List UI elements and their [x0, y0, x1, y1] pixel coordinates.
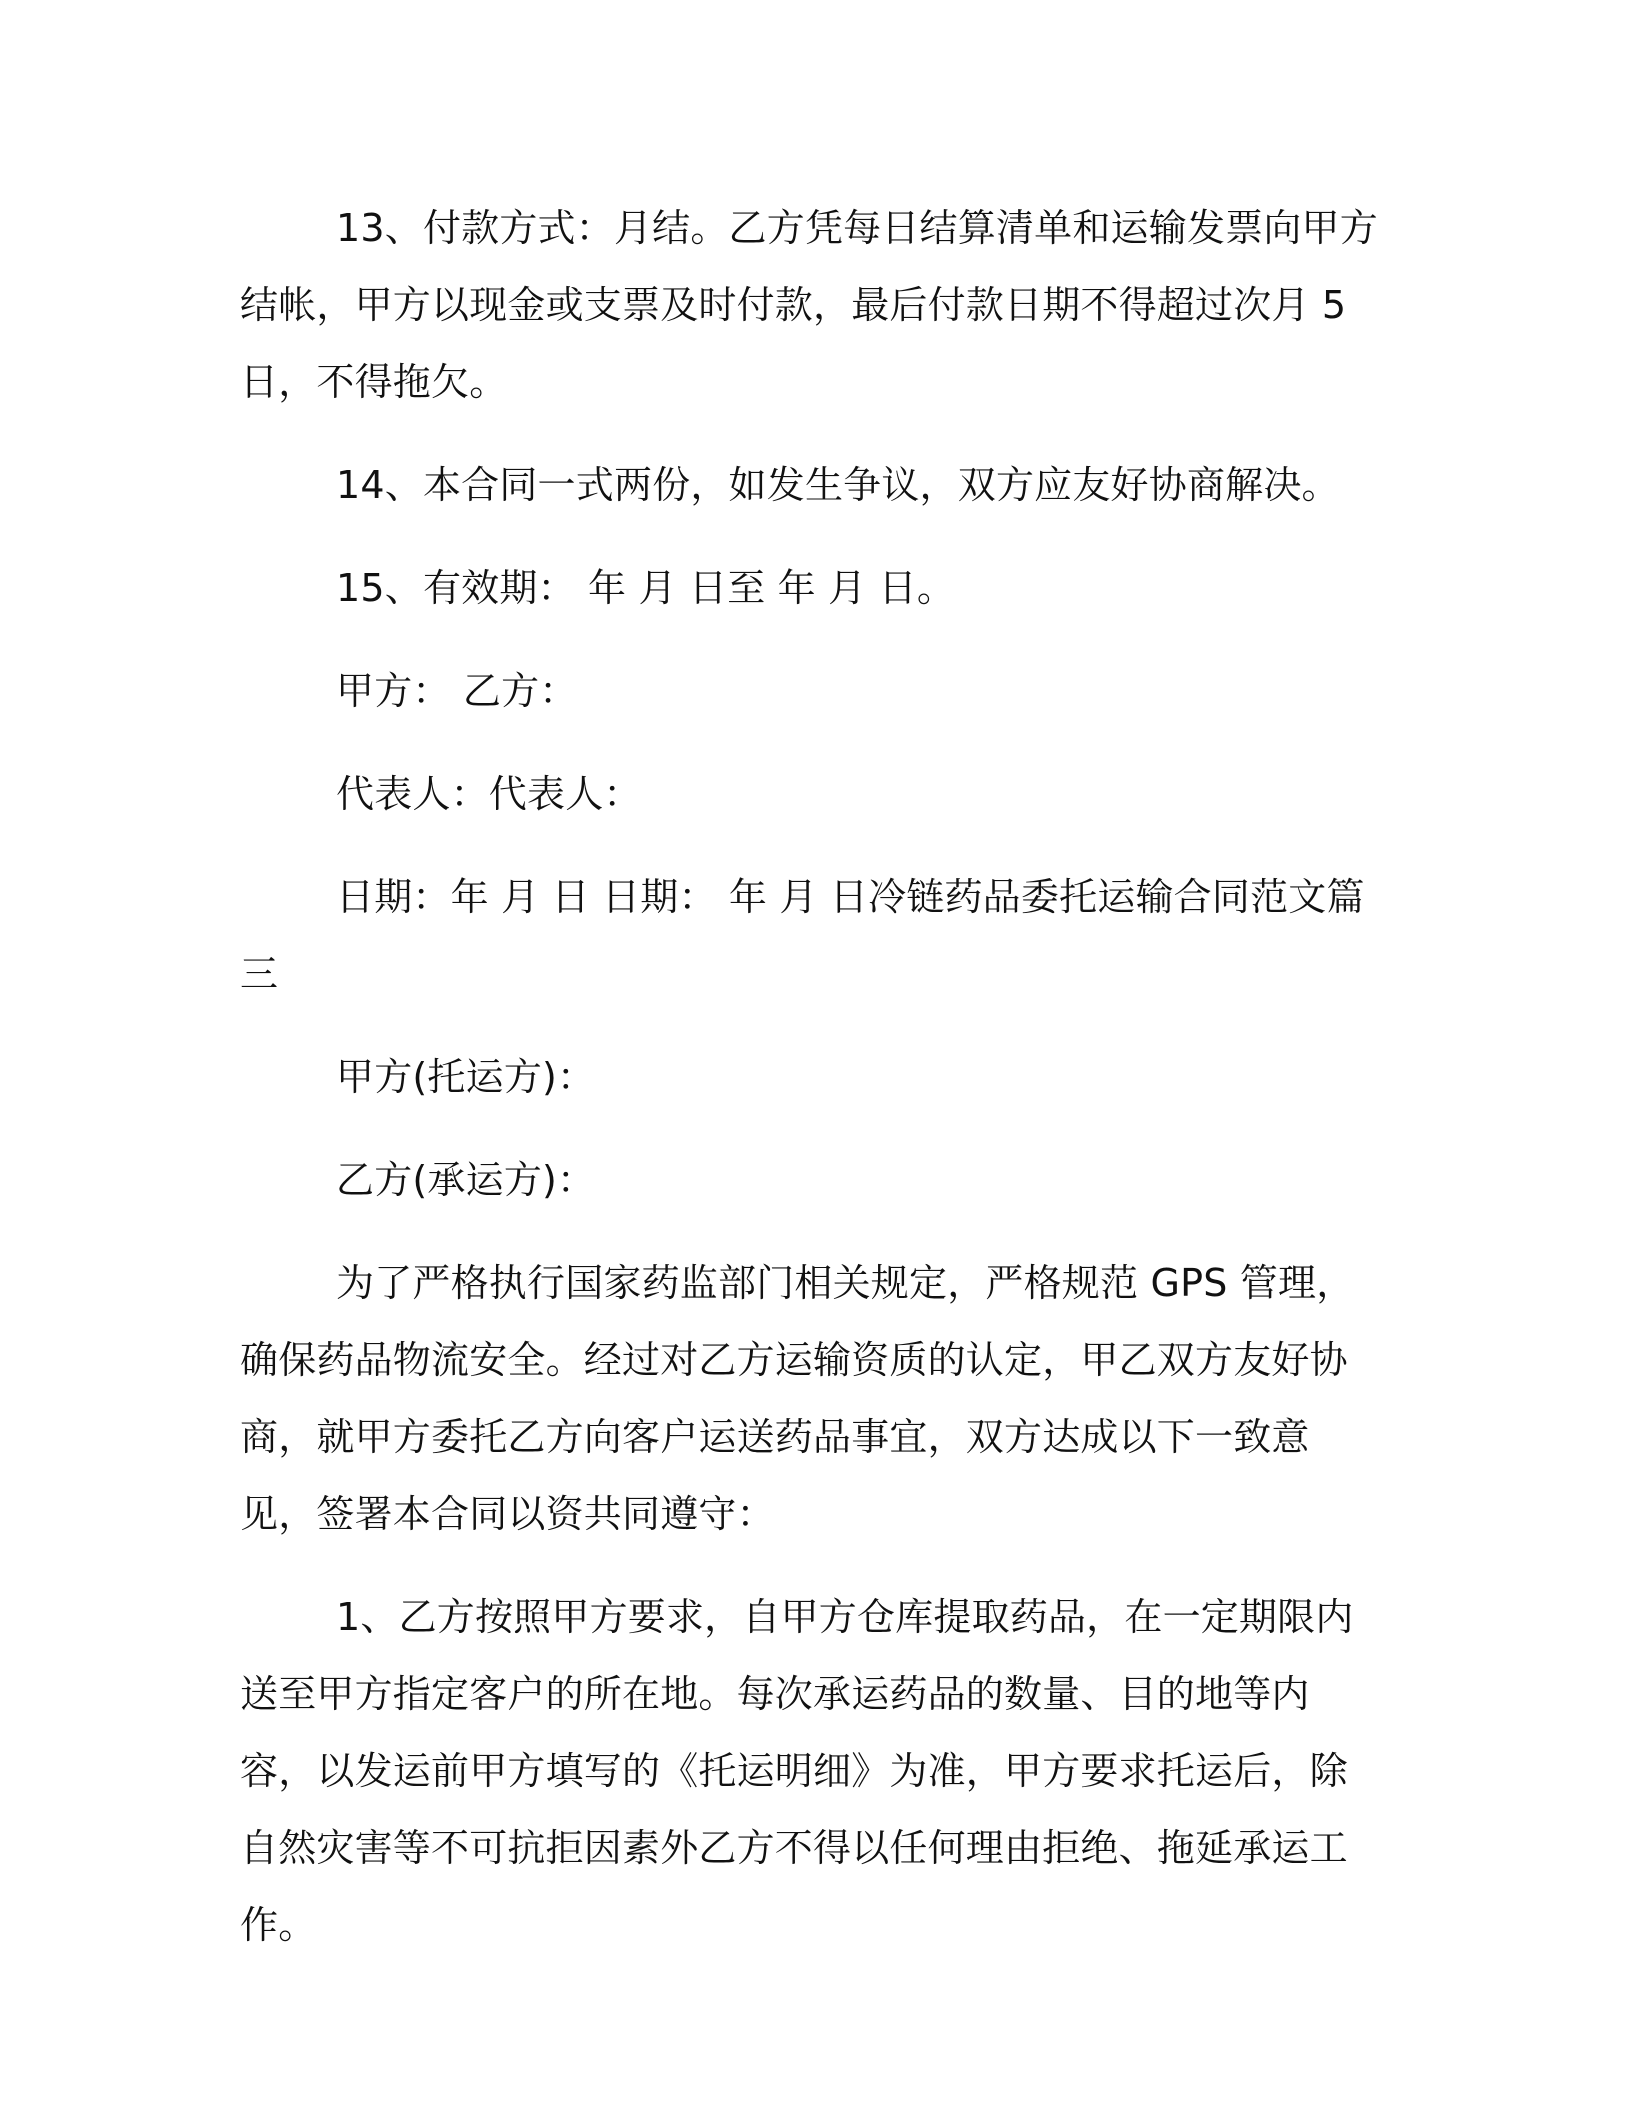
preamble-paragraph: 为了严格执行国家药监部门相关规定，严格规范 GPS 管理，确保药品物流安全。经过对乙方运输资质的认定，甲乙双方友好协商，就甲方委托乙方向客户运送药品事宜，双方达成以下一致意见，签署本合同以资共同遵守： [240, 1261, 1355, 1536]
party-b-carrier: 乙方(承运方)： [336, 1158, 596, 1202]
clause-1-transport: 1、乙方按照甲方要求，自甲方仓库提取药品，在一定期限内送至甲方指定客户的所在地。每次承运药品的数量、目的地等内容，以发运前甲方填写的《托运明细》为准，甲方要求托运后，除自然灾害等不可抗拒因素外乙方不得以任何理由拒绝、拖延承运工作。 [240, 1595, 1354, 1947]
document-body [240, 190, 1385, 1964]
clause-13-payment: 13、付款方式：月结。乙方凭每日结算清单和运输发票向甲方结帐，甲方以现金或支票及时付款，最后付款日期不得超过次月 5 日，不得拖欠。 [240, 206, 1378, 404]
clause-15-validity: 15、有效期： 年 月 日至 年 月 日。 [336, 566, 956, 610]
representative-line: 代表人：代表人： [336, 772, 642, 816]
clause-14-copies: 14、本合同一式两份，如发生争议，双方应友好协商解决。 [336, 463, 1340, 507]
parties-signature-line: 甲方： 乙方： [336, 669, 578, 713]
party-a-shipper: 甲方(托运方)： [336, 1055, 596, 1099]
date-line-and-next-title: 日期：年 月 日 日期： 年 月 日冷链药品委托运输合同范文篇三 [240, 875, 1365, 996]
